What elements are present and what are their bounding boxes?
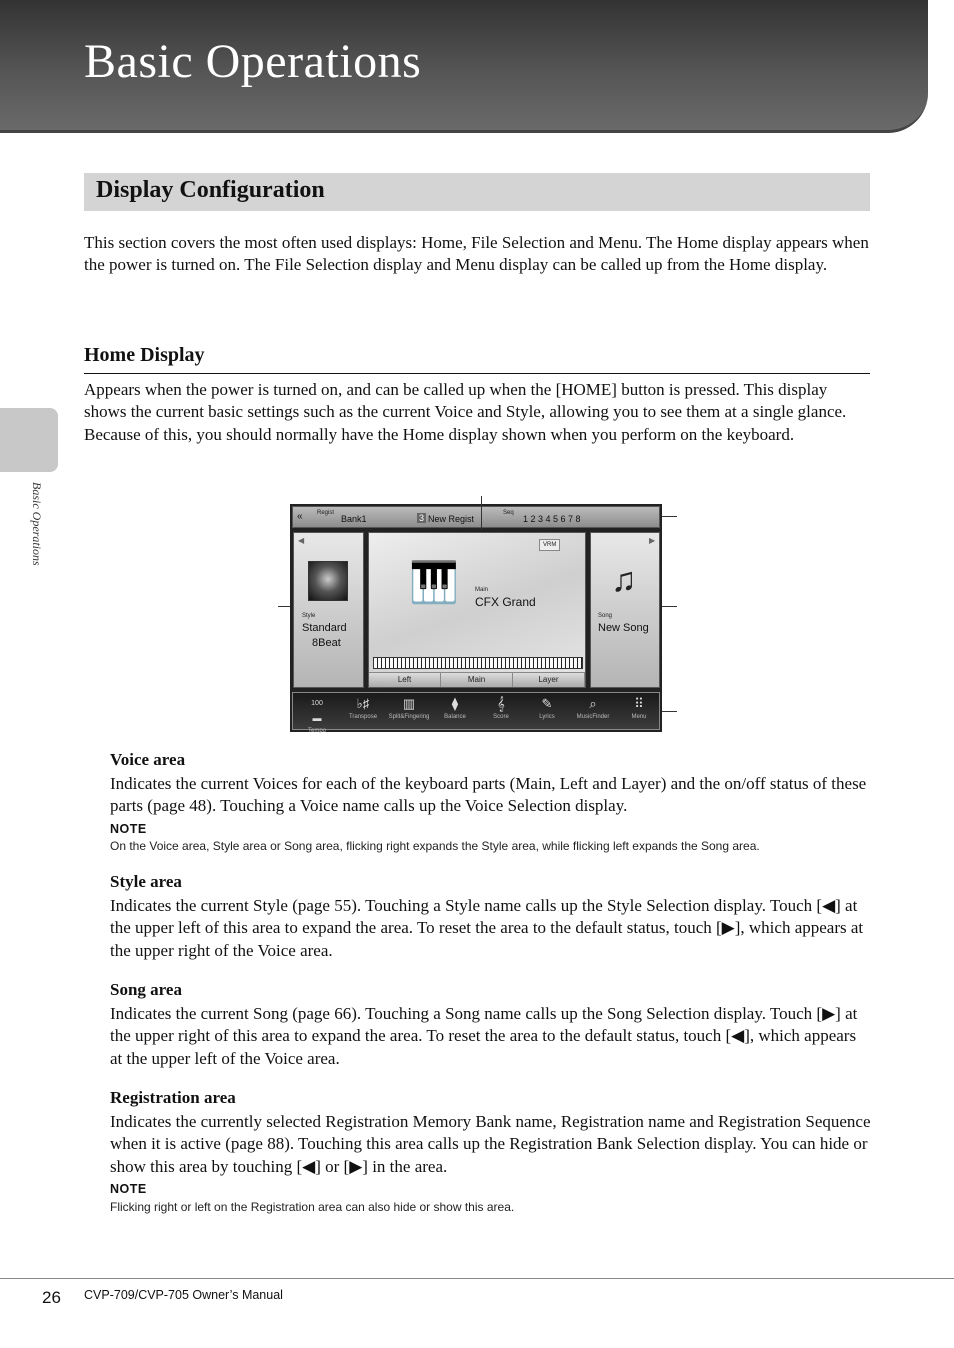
- song-expand-icon[interactable]: ▶: [649, 536, 656, 545]
- section-heading-bar: [84, 173, 870, 211]
- regist-name: New Regist: [428, 514, 475, 524]
- chapter-banner: [0, 0, 928, 133]
- voice-area-text: Indicates the current Voices for each of the keyboard parts (Main, Left and Layer) and the on/off status of these parts (page 48). Touching a Voice name calls up the Voice Selection display.: [110, 774, 867, 816]
- main-voice-name[interactable]: CFX Grand: [475, 595, 536, 609]
- style-expand-icon[interactable]: ◀: [298, 536, 305, 545]
- grand-piano-icon: 🎹: [409, 561, 459, 605]
- main-label: Main: [475, 587, 489, 593]
- balance-icon: ⧫: [451, 696, 459, 711]
- callout-line-song: [662, 516, 677, 517]
- style-name-line1[interactable]: Standard: [302, 622, 347, 634]
- part-main-tab[interactable]: Main: [441, 673, 513, 687]
- menu-tempo-button[interactable]: [295, 697, 339, 734]
- song-label: Song: [598, 613, 613, 619]
- menu-label: Transpose: [348, 714, 378, 720]
- seq-numbers: 1 2 3 4 5 6 7 8: [523, 514, 581, 524]
- note-text-1: On the Voice area, Style area or Song area, flicking right expands the Style area, while flicking left expands the Song area.: [110, 839, 760, 853]
- registration-area[interactable]: [292, 506, 660, 528]
- menu-score-button[interactable]: [479, 697, 523, 727]
- grid-icon: ⠿: [634, 696, 644, 711]
- menu-balance-button[interactable]: [433, 697, 477, 727]
- menu-label: Score: [493, 714, 509, 720]
- menu-label: Tempo: [307, 728, 326, 734]
- song-area-text: Indicates the current Song (page 66). Touching a Song name calls up the Song Selection display. Touch [▶] at the upper right of this area to expand the area. To reset the area to the default status, touch [◀], which appears at the upper left of the Voice area.: [110, 1004, 858, 1068]
- menu-bar: [292, 692, 660, 734]
- search-icon: ⌕: [589, 696, 597, 711]
- collapse-left-icon[interactable]: «: [297, 511, 303, 522]
- callout-line-registration: [481, 496, 482, 530]
- menu-musicfinder-button[interactable]: [571, 697, 615, 727]
- style-area-text: Indicates the current Style (page 55). Touching a Style name calls up the Style Selection display. Touch [◀] at the upper left of this area to expand the area. To reset the area to the default status, touch [▶], which appears at the upper right of the Voice area.: [110, 896, 864, 960]
- part-layer-tab[interactable]: Layer: [513, 673, 585, 687]
- menu-label: Balance: [444, 714, 466, 720]
- menu-transpose-button[interactable]: [341, 697, 385, 727]
- home-display-paragraph: Appears when the power is turned on, and can be called up when the [HOME] button is pressed. This display shows the current basic settings such as the current Voice and Style, allowing you to see them at a single glance. Because of this, you should normally have the Home display shown when you perform on the keyboard.: [84, 380, 847, 444]
- vrm-badge: VRM: [539, 539, 560, 551]
- side-chapter-label: Basic Operations: [30, 482, 44, 566]
- menu-label: Lyrics: [539, 714, 555, 720]
- tempo-icon: ▬: [312, 713, 322, 723]
- intro-paragraph: This section covers the most often used displays: Home, File Selection and Menu. The Home display appears when the power is turned on. The File Selection display and Menu display can be called up from the Home display.: [84, 233, 869, 275]
- note-label-1: NOTE: [110, 822, 147, 836]
- song-name[interactable]: New Song: [598, 622, 649, 634]
- style-area[interactable]: [293, 532, 364, 688]
- seq-label: Seq: [503, 510, 514, 516]
- keyboard-graphic: [373, 657, 583, 669]
- style-area-title: Style area: [110, 872, 182, 891]
- side-tab: [0, 408, 58, 472]
- voice-part-tabs: [369, 672, 585, 687]
- callout-line-voice: [662, 606, 677, 607]
- part-left-tab[interactable]: Left: [369, 673, 441, 687]
- registration-area-title: Registration area: [110, 1088, 236, 1107]
- style-name-line2[interactable]: 8Beat: [312, 637, 341, 649]
- split-icon: ▥: [402, 696, 416, 711]
- note-text-2: Flicking right or left on the Registration area can also hide or show this area.: [110, 1200, 515, 1214]
- footer-rule: [0, 1278, 954, 1279]
- voice-area[interactable]: [368, 532, 586, 688]
- style-thumbnail-icon: [308, 561, 348, 601]
- registration-area-text: Indicates the currently selected Registration Memory Bank name, Registration name and Registration Sequence when it is active (page 88). Touching this area calls up the Registration Bank Selection display. You can hide or show this area by touching [◀] or [▶] in the area.: [110, 1112, 871, 1176]
- page-number: 26: [42, 1288, 61, 1307]
- lyrics-icon: ✎: [541, 696, 553, 711]
- tempo-value: 100: [311, 700, 323, 707]
- song-area-title: Song area: [110, 980, 182, 999]
- chapter-title: Basic Operations: [84, 35, 422, 88]
- voice-area-title: Voice area: [110, 750, 186, 769]
- home-display-title: Home Display: [84, 344, 205, 366]
- bank-name: Bank1: [341, 514, 367, 524]
- menu-label: MusicFinder: [576, 714, 610, 720]
- manual-title: CVP-709/CVP-705 Owner’s Manual: [84, 1288, 283, 1302]
- menu-label: Menu: [631, 714, 647, 720]
- song-area[interactable]: [590, 532, 660, 688]
- note-label-2: NOTE: [110, 1182, 147, 1196]
- transpose-icon: ♭♯: [356, 696, 370, 711]
- callout-line-menu: [662, 711, 677, 712]
- home-display-heading: [84, 343, 870, 374]
- menu-split-button[interactable]: [387, 697, 431, 727]
- regist-label: Regist: [317, 510, 335, 516]
- home-display-screen: [290, 504, 662, 732]
- callout-line-style: [278, 606, 290, 607]
- section-title: Display Configuration: [96, 177, 325, 203]
- regist-number: 3: [419, 513, 425, 523]
- music-note-icon: ♫: [611, 561, 637, 599]
- style-label: Style: [302, 613, 316, 619]
- menu-menu-button[interactable]: [617, 697, 661, 727]
- menu-label: Split&Fingering: [388, 714, 430, 720]
- treble-clef-icon: 𝄞: [497, 696, 505, 711]
- menu-lyrics-button[interactable]: [525, 697, 569, 727]
